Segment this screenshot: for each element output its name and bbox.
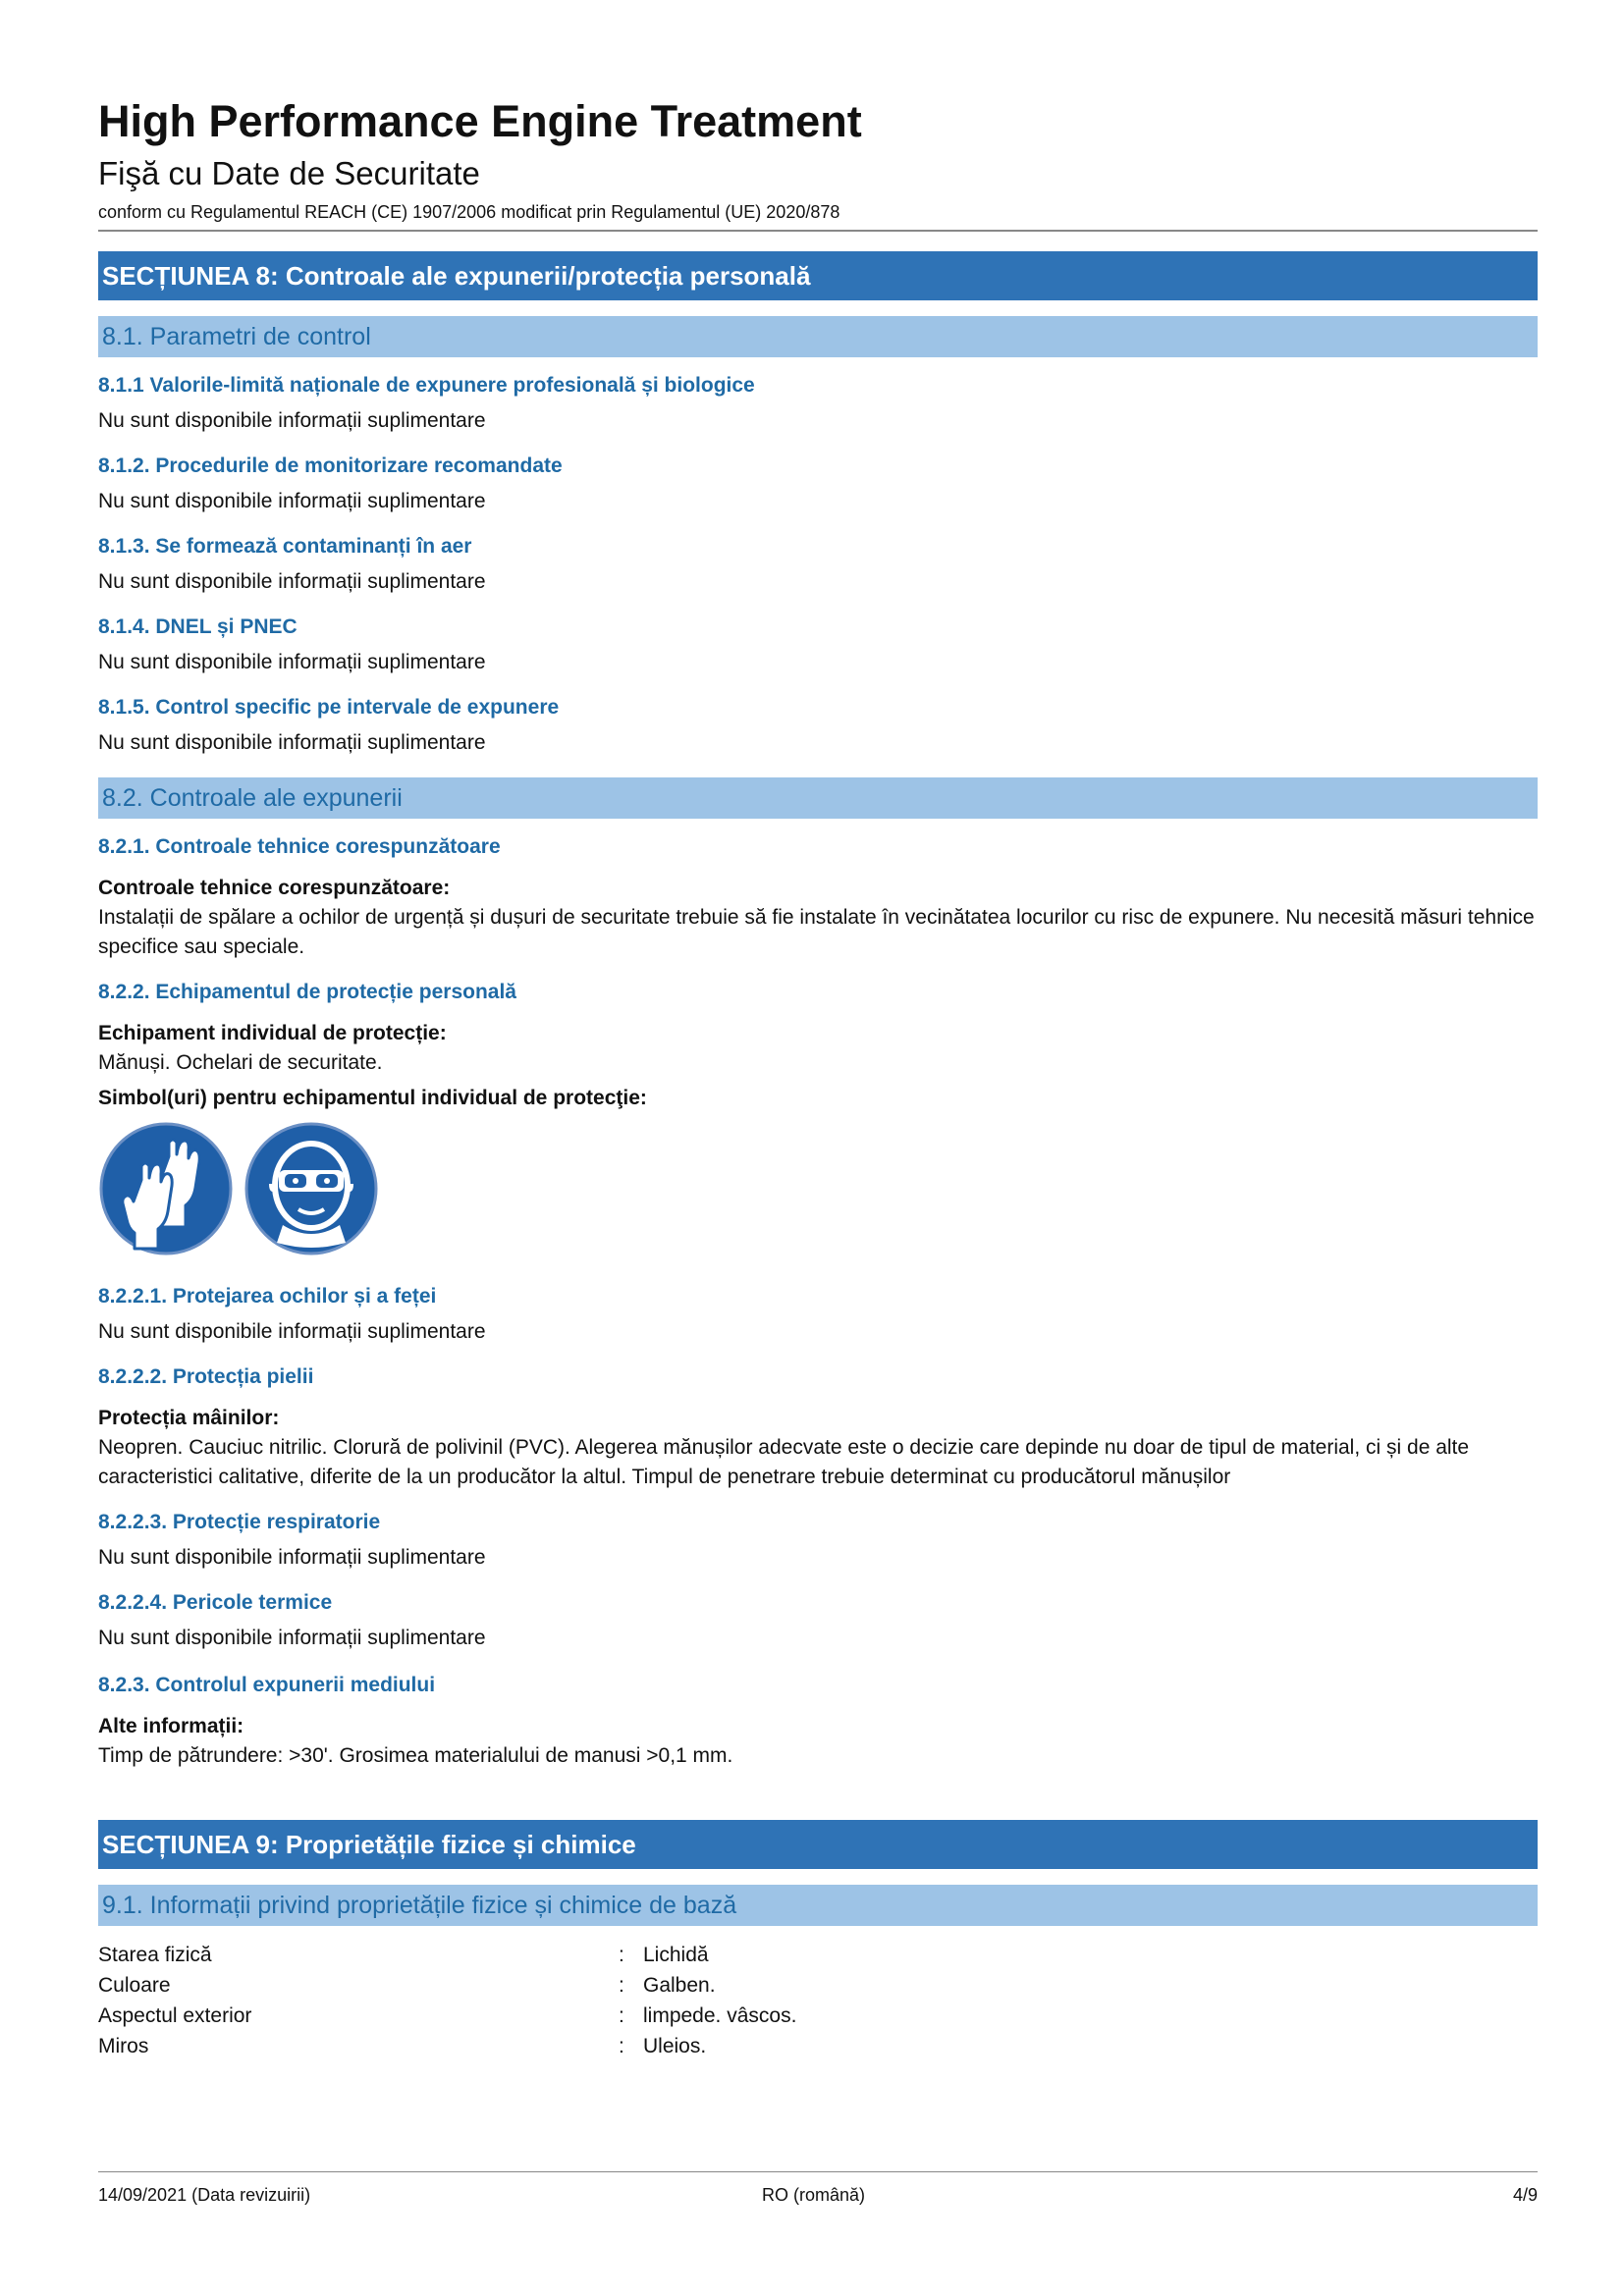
safety-goggles-pictogram-icon xyxy=(244,1121,379,1256)
header-divider xyxy=(98,230,1538,232)
document-subtitle: Fişă cu Date de Securitate xyxy=(98,155,480,191)
text-8-2-2-1: Nu sunt disponibile informații suplimentare xyxy=(98,1320,486,1343)
text-8-2-2-3: Nu sunt disponibile informații suplimentare xyxy=(98,1546,486,1569)
symbols-label: Simbol(uri) pentru echipamentul individual de protecţie: xyxy=(98,1087,647,1109)
text-8-1-4: Nu sunt disponibile informații suplimentare xyxy=(98,651,486,673)
footer-language: RO (română) xyxy=(762,2185,866,2205)
text-8-2-1: Instalații de spălare a ochilor de urgență și dușuri de securitate trebuie să fie instalate în vecinătatea locurilor cu risc de expunere. Nu necesită măsuri tehnice specifice sau speciale. xyxy=(98,906,1535,958)
subsection-8-2-bar: 8.2. Controale ale expunerii xyxy=(98,777,1538,819)
text-8-2-2-4: Nu sunt disponibile informații suplimentare xyxy=(98,1627,486,1649)
property-value: Galben. xyxy=(643,1974,716,1997)
property-label: Starea fizică xyxy=(98,1944,212,1966)
section-8-bar: SECȚIUNEA 8: Controale ale expunerii/protecția personală xyxy=(98,251,1538,300)
heading-8-1-5: 8.1.5. Control specific pe intervale de expunere xyxy=(98,696,560,719)
gloves-pictogram-icon xyxy=(98,1121,234,1256)
subsection-9-1-bar: 9.1. Informații privind proprietățile fizice și chimice de bază xyxy=(98,1885,1538,1926)
section-9-bar: SECȚIUNEA 9: Proprietățile fizice și chimice xyxy=(98,1820,1538,1869)
text-8-1-2: Nu sunt disponibile informații suplimentare xyxy=(98,490,486,512)
regulation-note: conform cu Regulamentul REACH (CE) 1907/2006 modificat prin Regulamentul (UE) 2020/878 xyxy=(98,202,840,222)
text-8-1-3: Nu sunt disponibile informații suplimentare xyxy=(98,570,486,593)
property-separator: : xyxy=(619,2004,624,2027)
sds-page xyxy=(98,0,1538,2296)
property-value: limpede. vâscos. xyxy=(643,2004,797,2027)
heading-8-2-2: 8.2.2. Echipamentul de protecție personală xyxy=(98,981,516,1003)
label-8-2-1: Controale tehnice corespunzătoare: xyxy=(98,877,451,899)
text-8-1-1: Nu sunt disponibile informații suplimentare xyxy=(98,409,486,432)
label-8-2-3: Alte informații: xyxy=(98,1715,244,1737)
property-separator: : xyxy=(619,1944,624,1966)
ppe-pictograms xyxy=(98,1121,1538,1258)
text-8-2-3: Timp de pătrundere: >30'. Grosimea materialului de manusi >0,1 mm. xyxy=(98,1744,733,1767)
property-row xyxy=(98,2031,1538,2061)
footer-divider xyxy=(98,2171,1538,2172)
heading-8-1-1: 8.1.1 Valorile-limită naționale de expunere profesională și biologice xyxy=(98,374,755,397)
heading-8-2-2-2: 8.2.2.2. Protecția pielii xyxy=(98,1365,314,1388)
heading-8-2-2-3: 8.2.2.3. Protecție respiratorie xyxy=(98,1511,381,1533)
property-row xyxy=(98,1970,1538,2001)
text-8-2-2: Mănuși. Ochelari de securitate. xyxy=(98,1051,383,1074)
document-title: High Performance Engine Treatment xyxy=(98,96,862,146)
label-8-2-2-2: Protecția mâinilor: xyxy=(98,1407,280,1429)
footer-page-number: 4/9 xyxy=(1512,2185,1538,2205)
text-8-2-2-2: Neopren. Cauciuc nitrilic. Clorură de polivinil (PVC). Alegerea mănușilor adecvate este o decizie care depinde nu doar de tipul de material, ci și de alte caracteristici calitative, diferite de la un producător la altul. Timpul de penetrare trebuie determinat cu producătorul mănușilor xyxy=(98,1436,1470,1488)
property-row xyxy=(98,1940,1538,1970)
footer-revision-date: 14/09/2021 (Data revizuirii) xyxy=(98,2185,311,2205)
property-separator: : xyxy=(619,1974,624,1997)
heading-8-2-3: 8.2.3. Controlul expunerii mediului xyxy=(98,1674,436,1696)
properties-list xyxy=(98,1940,1538,2061)
document-body xyxy=(98,251,1538,2061)
heading-8-2-2-4: 8.2.2.4. Pericole termice xyxy=(98,1591,333,1614)
heading-8-2-1: 8.2.1. Controale tehnice corespunzătoare xyxy=(98,835,501,858)
property-label: Aspectul exterior xyxy=(98,2004,252,2027)
property-row xyxy=(98,2001,1538,2031)
property-value: Lichidă xyxy=(643,1944,709,1966)
text-8-1-5: Nu sunt disponibile informații suplimentare xyxy=(98,731,486,754)
subsection-8-1-bar: 8.1. Parametri de control xyxy=(98,316,1538,357)
property-separator: : xyxy=(619,2035,624,2057)
property-label: Culoare xyxy=(98,1974,171,1997)
label-8-2-2: Echipament individual de protecție: xyxy=(98,1022,447,1044)
heading-8-1-2: 8.1.2. Procedurile de monitorizare recomandate xyxy=(98,454,563,477)
property-value: Uleios. xyxy=(643,2035,707,2057)
heading-8-1-3: 8.1.3. Se formează contaminanți în aer xyxy=(98,535,472,558)
heading-8-1-4: 8.1.4. DNEL și PNEC xyxy=(98,615,298,638)
heading-8-2-2-1: 8.2.2.1. Protejarea ochilor și a feței xyxy=(98,1285,437,1308)
property-label: Miros xyxy=(98,2035,149,2057)
